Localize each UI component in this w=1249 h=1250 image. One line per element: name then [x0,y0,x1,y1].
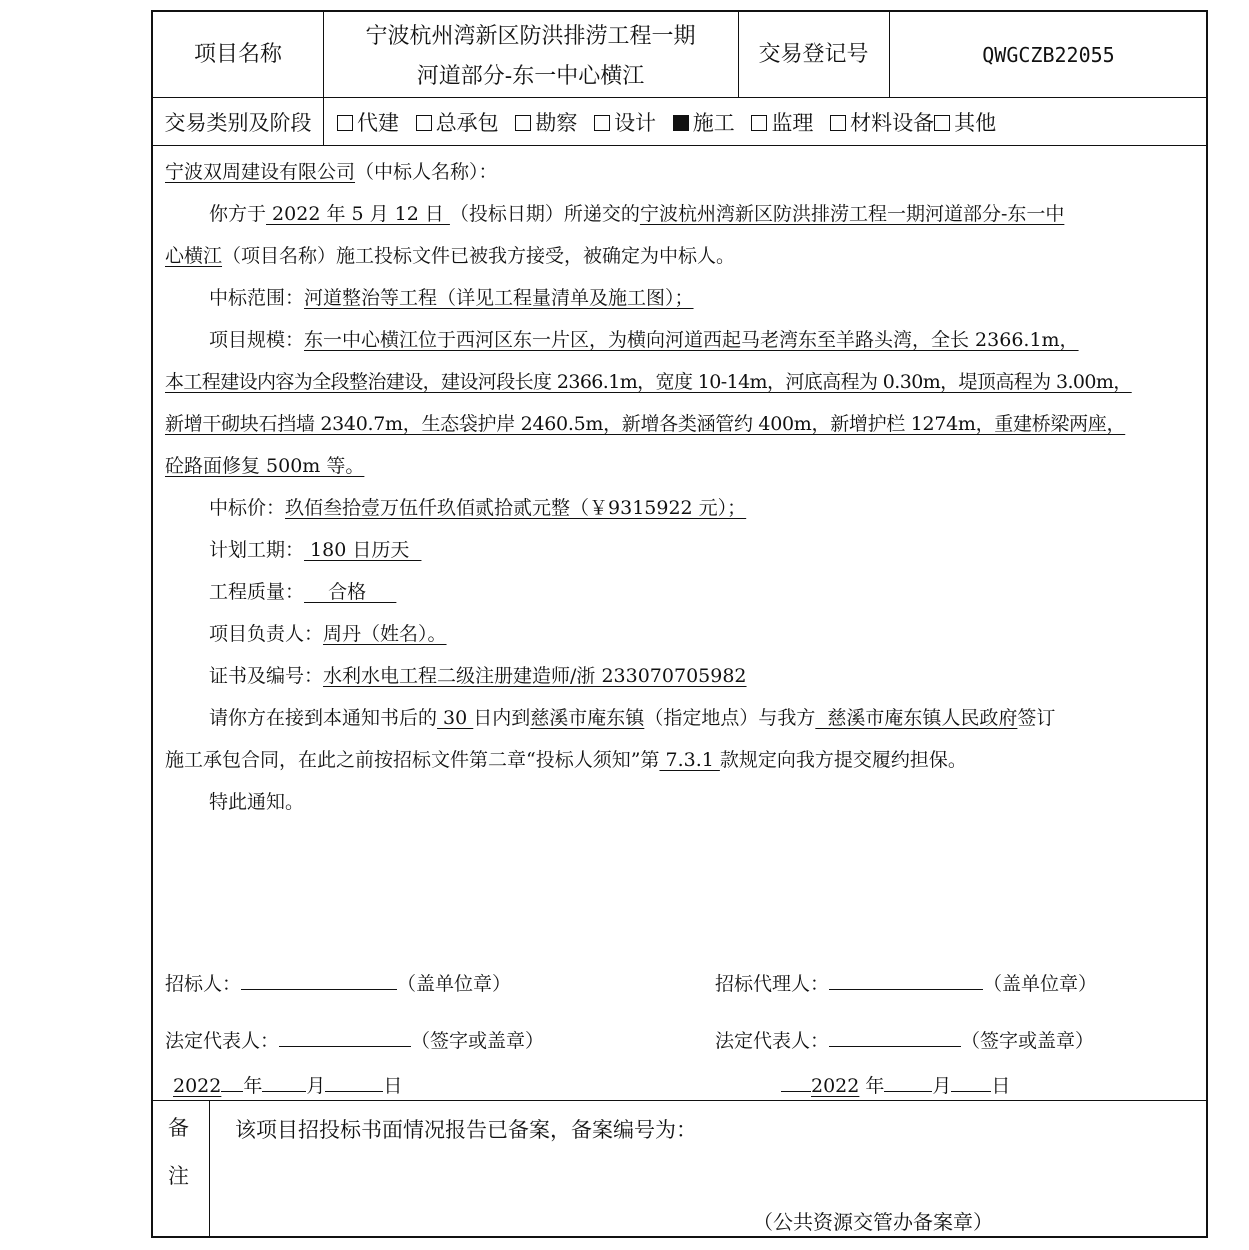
bid-date-line [209,194,1064,234]
date-right [781,1069,1010,1101]
sign-line [209,698,1055,738]
date-left [173,1069,402,1101]
agent-blank [829,967,983,990]
legal-rep-label: 法定代表人： [165,1030,280,1052]
period-label: 计划工期： [209,539,305,561]
remarks-text: 该项目招投标书面情况报告已备案，备案编号为： [235,1118,697,1142]
legal-rep-seal: （签字或盖章） [411,1030,545,1052]
month-char: 月 [932,1075,952,1097]
text: 施工承包合同，在此之前按招标文件第二章“投标人须知”第 [165,749,660,771]
legal-rep-blank [279,1024,411,1047]
category-option-kancha: 勘察 [515,111,577,135]
checkbox-filled-icon [673,115,689,131]
remarks-seal: （公共资源交管办备案章） [753,1210,993,1234]
text: （投标日期）所递交的 [449,203,640,225]
date-year: 2022 [173,1075,222,1097]
scope-line [209,278,694,318]
category-option-shigong: 施工 [673,111,735,135]
checkbox-empty-icon [594,115,610,131]
day-blank [325,1069,383,1092]
winner-line [165,152,498,192]
month-blank [884,1069,932,1092]
scope-label: 中标范围： [209,287,305,309]
row-divider [153,97,1206,98]
sign-place: 慈溪市庵东镇 [530,707,645,729]
cert-line [209,656,747,696]
bid-date: 2022 年 5 月 12 日 [266,203,450,225]
winner-suffix: （中标人名称）： [355,161,498,183]
price-value: 玖佰叁拾壹万伍仟玖佰贰拾贰元整（￥9315922 元）； [285,497,747,519]
project-name-line1: 宁波杭州湾新区防洪排涝工程一期 [365,24,696,49]
text: （指定地点）与我方 [644,707,816,729]
category-option-jianli: 监理 [751,111,813,135]
date-year: 2022 [811,1075,860,1097]
period-value: 180 日历天 [304,539,422,561]
year-char: 年 [865,1075,885,1097]
legal-rep-right [715,1024,1094,1056]
sign-days: 30 [437,707,474,729]
legal-rep-blank [829,1024,961,1047]
category-option-sheji: 设计 [594,111,656,135]
category-label: 交易类别及阶段 [164,111,312,135]
month-char: 月 [306,1075,326,1097]
date-blank [781,1069,811,1092]
tenderer-label: 招标人： [165,973,242,995]
agent-seal: （盖单位章） [983,973,1098,995]
cert-value: 水利水电工程二级注册建造师/浙 233070705982 [323,665,747,687]
quality-label: 工程质量： [209,581,305,603]
tenderer-signature [165,967,511,999]
month-blank [262,1069,306,1092]
checkbox-empty-icon [337,115,353,131]
reg-no-label: 交易登记号 [758,42,869,67]
text: 款规定向我方提交履约担保。 [719,749,967,771]
column-divider [209,1100,210,1238]
manager-value: 周丹（姓名）。 [323,623,447,645]
text: 你方于 [209,203,267,225]
year-char: 年 [243,1075,263,1097]
project-name-line2: 河道部分-东一中心横江 [416,64,645,89]
project-name-inline: 心横江 [165,245,223,267]
closing-line: 特此通知。 [209,791,305,813]
scale-line [209,320,1079,360]
scope-value: 河道整治等工程（详见工程量清单及施工图）； [304,287,694,309]
tenderer-seal: （盖单位章） [397,973,512,995]
agent-signature [715,967,1097,999]
category-option-zongchengbao: 总承包 [416,111,499,135]
price-label: 中标价： [209,497,286,519]
reg-no-value: QWGCZB22055 [982,43,1115,67]
date-blank [221,1069,243,1092]
checkbox-empty-icon [416,115,432,131]
legal-rep-seal: （签字或盖章） [961,1030,1095,1052]
checkbox-empty-icon [515,115,531,131]
project-name-label: 项目名称 [193,42,282,67]
scale-value: 东一中心横江位于西河区东一片区，为横向河道西起马老湾东至羊路头湾，全长 2366.1m， [304,329,1079,351]
day-char: 日 [383,1075,403,1097]
day-char: 日 [991,1075,1011,1097]
cert-label: 证书及编号： [209,665,324,687]
scale-line-3: 新增干砌块石挡墙 2340.7m，生态袋护岸 2460.5m，新增各类涵管约 400m，新增护栏 1274m，重建桥梁两座， [165,413,1126,435]
manager-line [209,614,447,654]
category-options [337,106,1006,140]
contract-line [165,740,967,780]
sign-party: 慈溪市庵东镇人民政府 [815,707,1018,729]
text: 签订 [1017,707,1056,729]
checkbox-empty-icon [751,115,767,131]
checkbox-empty-icon [830,115,846,131]
category-option-daijian: 代建 [337,111,399,135]
text: （项目名称）施工投标文件已被我方接受，被确定为中标人。 [222,245,736,267]
legal-rep-label: 法定代表人： [715,1030,830,1052]
category-option-qita: 其他 [934,111,996,135]
day-blank [951,1069,991,1092]
tenderer-blank [241,967,397,990]
scale-line-2: 本工程建设内容为全段整治建设，建设河段长度 2366.1m，宽度 10-14m，河底高程为 0.30m，堤顶高程为 3.00m， [165,371,1132,393]
row-divider [153,145,1206,146]
remarks-label-1: 备 [168,1116,189,1140]
quality-value: 合格 [304,581,397,603]
notice-form [151,10,1208,1238]
scale-label: 项目规模： [209,329,305,351]
period-line [209,530,421,570]
manager-label: 项目负责人： [209,623,324,645]
text: 请你方在接到本通知书后的 [209,707,438,729]
project-name-inline: 宁波杭州湾新区防洪排涝工程一期河道部分-东一中 [639,203,1065,225]
checkbox-empty-icon [934,115,950,131]
winner-name: 宁波双周建设有限公司 [165,161,356,183]
contract-clause: 7.3.1 [659,749,720,771]
scale-line-4: 砼路面修复 500m 等。 [165,455,365,477]
price-line [209,488,746,528]
accept-line [165,236,735,276]
remarks-label-2: 注 [168,1164,189,1188]
category-option-cailiao: 材料设备 [830,111,934,135]
text: 日内到 [473,707,531,729]
agent-label: 招标代理人： [715,973,830,995]
legal-rep-left [165,1024,544,1056]
quality-line [209,572,396,612]
